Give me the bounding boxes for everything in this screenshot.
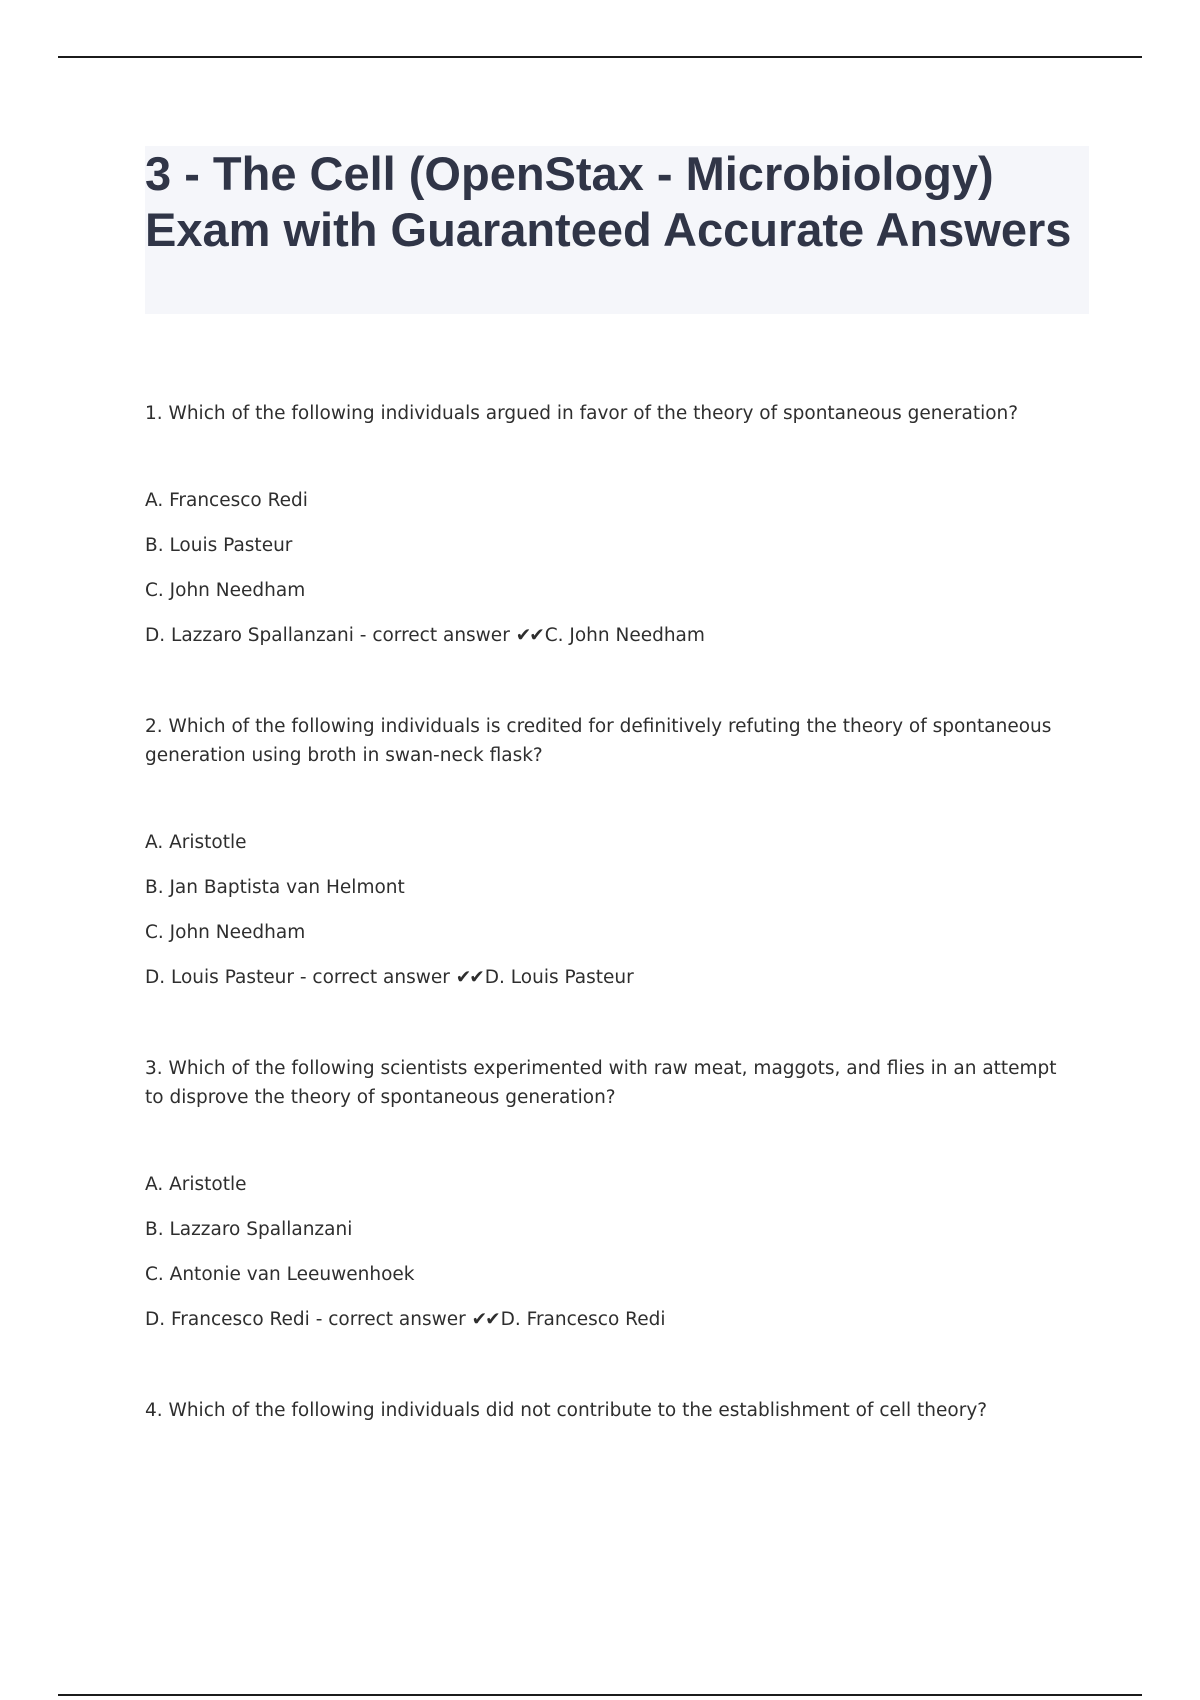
question-text-2: 2. Which of the following individuals is credited for definitively refuting the theory of spontaneous generation using broth in swan-neck flask? xyxy=(145,716,1052,766)
answer-2: D. Louis Pasteur xyxy=(484,967,634,988)
options-list-1 xyxy=(145,486,1075,650)
option-1d xyxy=(145,621,1075,650)
option-1d-label: D. Lazzaro Spallanzani - correct answer xyxy=(145,625,510,646)
question-block-4 xyxy=(145,1396,1075,1425)
option-1b: B. Louis Pasteur xyxy=(145,535,293,556)
question-block-1 xyxy=(145,399,1075,650)
checkmark-icon: ✔✔ xyxy=(455,967,483,988)
question-text-1: 1. Which of the following individuals argued in favor of the theory of spontaneous generation? xyxy=(145,403,1019,424)
option-3c: C. Antonie van Leeuwenhoek xyxy=(145,1264,415,1285)
bottom-rule xyxy=(58,1694,1142,1696)
option-1a: A. Francesco Redi xyxy=(145,490,308,511)
option-2c: C. John Needham xyxy=(145,922,306,943)
question-text-3: 3. Which of the following scientists experimented with raw meat, maggots, and flies in an attempt to disprove the theory of spontaneous generation? xyxy=(145,1058,1057,1108)
answer-3: D. Francesco Redi xyxy=(500,1309,666,1330)
option-1c: C. John Needham xyxy=(145,580,306,601)
option-3d xyxy=(145,1305,1075,1334)
option-2d xyxy=(145,963,1075,992)
title-box xyxy=(145,146,1089,314)
questions-container xyxy=(145,399,1075,1487)
question-block-2 xyxy=(145,712,1075,992)
options-list-2 xyxy=(145,828,1075,992)
document-title: 3 - The Cell (OpenStax - Microbiology) Exam with Guaranteed Accurate Answers xyxy=(145,147,1072,256)
option-2b: B. Jan Baptista van Helmont xyxy=(145,877,405,898)
checkmark-icon: ✔✔ xyxy=(515,625,543,646)
options-list-3 xyxy=(145,1170,1075,1334)
checkmark-icon: ✔✔ xyxy=(471,1309,499,1330)
question-block-3 xyxy=(145,1054,1075,1334)
option-3d-label: D. Francesco Redi - correct answer xyxy=(145,1309,466,1330)
option-2d-label: D. Louis Pasteur - correct answer xyxy=(145,967,450,988)
question-text-4: 4. Which of the following individuals did not contribute to the establishment of cell theory? xyxy=(145,1400,988,1421)
option-3a: A. Aristotle xyxy=(145,1174,247,1195)
option-2a: A. Aristotle xyxy=(145,832,247,853)
answer-1: C. John Needham xyxy=(544,625,705,646)
top-rule xyxy=(58,56,1142,58)
option-3b: B. Lazzaro Spallanzani xyxy=(145,1219,353,1240)
